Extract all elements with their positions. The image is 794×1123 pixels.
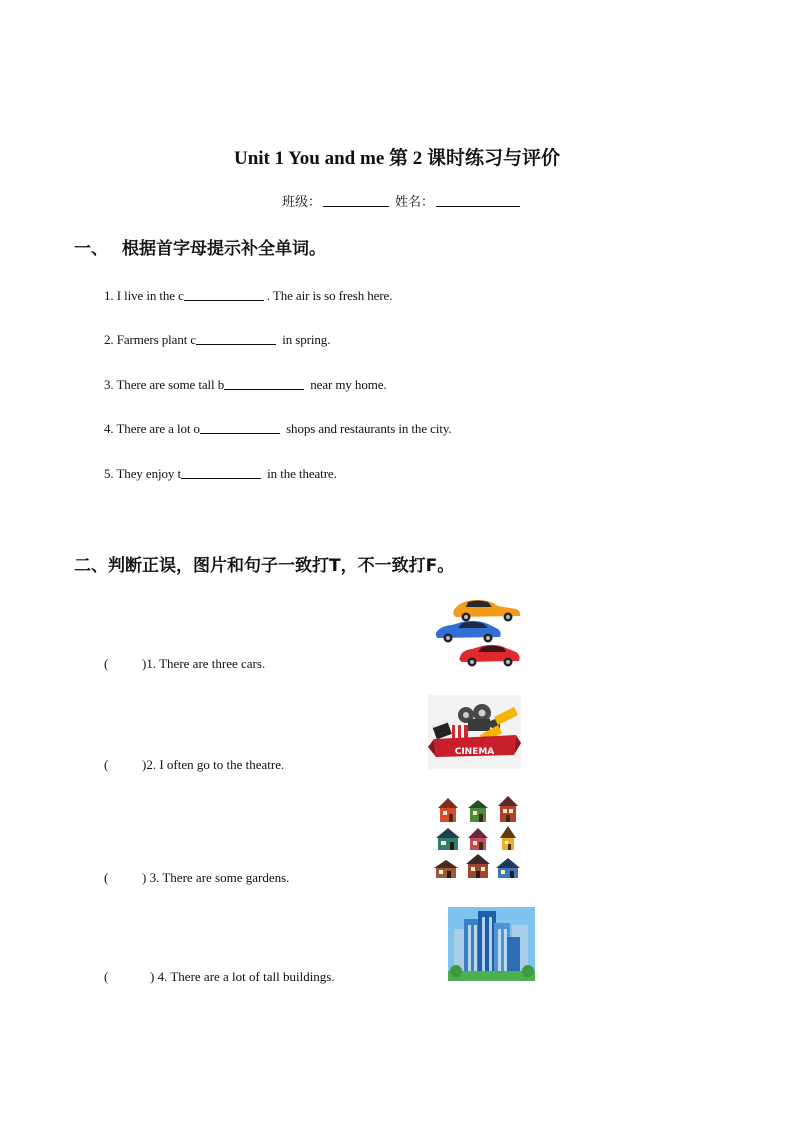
answer-blank[interactable]: [196, 332, 276, 345]
class-label: 班级：: [282, 194, 322, 209]
paren-close: ): [142, 656, 147, 671]
answer-paren[interactable]: (: [104, 969, 109, 984]
item-text: in spring.: [279, 332, 331, 347]
house-icon: [436, 828, 460, 850]
paren-close: ): [142, 757, 147, 772]
fill-item: [104, 288, 392, 304]
item-text: 5. They enjoy t: [104, 466, 181, 481]
class-name-line: [282, 191, 520, 210]
house-icon: [468, 800, 488, 822]
cinema-picture: [428, 695, 521, 769]
tf-text: 3. There are some gardens.: [146, 870, 290, 885]
house-icon: [434, 860, 458, 878]
item-text: . The air is so fresh here.: [266, 288, 393, 303]
house-icon: [466, 854, 490, 878]
item-text: in the theatre.: [263, 466, 337, 481]
answer-paren[interactable]: (: [104, 656, 109, 671]
tf-item: [104, 757, 284, 773]
section1-title: 根据首字母提示补全单词。: [122, 239, 326, 259]
house-icon: [438, 798, 458, 822]
orange-car-icon: [453, 600, 520, 622]
class-blank[interactable]: [323, 194, 389, 207]
tf-item: [104, 656, 265, 672]
section1-number: 一、: [74, 239, 108, 259]
section2-heading: 二、判断正误，图片和句子一致打T，不一致打F。: [74, 556, 455, 576]
tf-item: [104, 969, 335, 985]
name-label: 姓名：: [395, 194, 435, 209]
answer-paren[interactable]: (: [104, 870, 109, 885]
section1-heading: [74, 234, 326, 259]
tf-text: 1. There are three cars.: [146, 656, 266, 671]
answer-paren[interactable]: (: [104, 757, 109, 772]
paren-close: ): [150, 969, 155, 984]
three-cars-icon: [432, 596, 524, 670]
item-text: 2. Farmers plant c: [104, 332, 197, 347]
house-icon: [500, 826, 516, 850]
page-title: Unit 1 You and me 第 2 课时练习与评价: [233, 148, 560, 169]
item-text: 1. I live in the c: [104, 288, 184, 303]
fill-item: [104, 421, 452, 437]
name-blank[interactable]: [436, 194, 520, 207]
tf-text: 4. There are a lot of tall buildings.: [154, 969, 335, 984]
item-text: shops and restaurants in the city.: [282, 421, 452, 436]
cinema-label: CINEMA: [454, 747, 495, 757]
house-icon: [496, 858, 520, 878]
blue-car-icon: [436, 621, 501, 643]
answer-blank[interactable]: [184, 288, 264, 301]
tf-item: [104, 870, 289, 886]
item-text: 3. There are some tall b: [104, 377, 225, 392]
tf-text: 2. I often go to the theatre.: [146, 757, 285, 772]
answer-blank[interactable]: [224, 377, 304, 390]
house-icon: [468, 828, 488, 850]
houses-icon: [432, 794, 524, 882]
paren-close: ): [142, 870, 147, 885]
answer-blank[interactable]: [181, 466, 261, 479]
red-car-icon: [459, 645, 519, 667]
cinema-icon: [428, 695, 521, 769]
city-buildings-icon: [448, 907, 535, 981]
answer-blank[interactable]: [200, 421, 280, 434]
fill-item: [104, 332, 330, 348]
house-icon: [498, 796, 518, 822]
item-text: near my home.: [307, 377, 387, 392]
fill-item: [104, 466, 337, 482]
fill-item: [104, 377, 387, 393]
item-text: 4. There are a lot o: [104, 421, 200, 436]
